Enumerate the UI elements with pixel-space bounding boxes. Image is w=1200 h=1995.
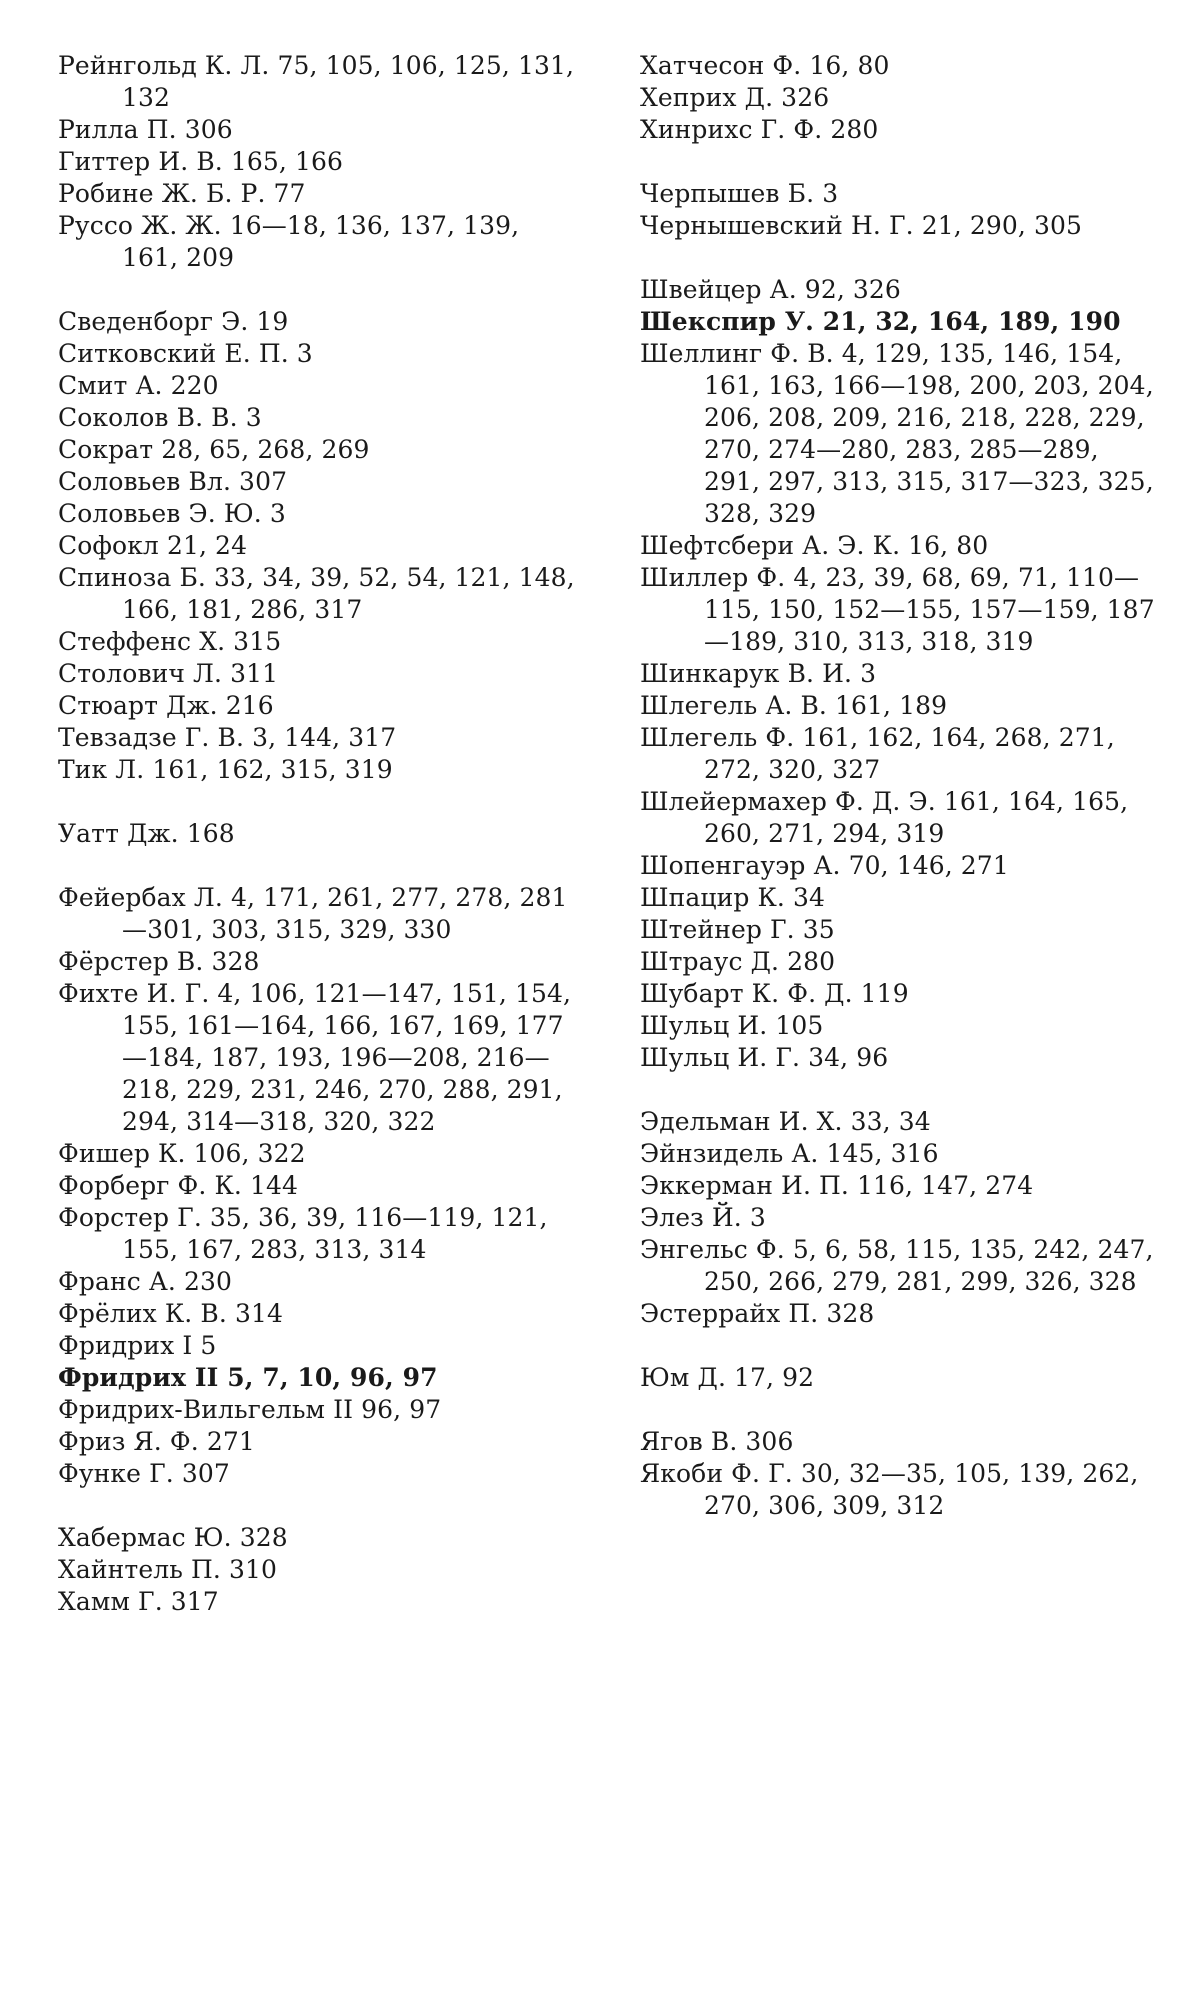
group-gap (58, 786, 578, 818)
index-entry: Штраус Д. 280 (640, 947, 836, 976)
index-entry: Фридрих I 5 (58, 1331, 217, 1360)
index-entry: Стеффенс Х. 315 (58, 627, 282, 656)
index-entry: Юм Д. 17, 92 (640, 1363, 815, 1392)
index-entry: Шпацир К. 34 (640, 883, 826, 912)
index-entry: Штейнер Г. 35 (640, 915, 835, 944)
index-entry: Соловьев Э. Ю. 3 (58, 499, 286, 528)
index-entry: Швейцер А. 92, 326 (640, 275, 901, 304)
index-entry: Шульц И. Г. 34, 96 (640, 1043, 889, 1072)
group-gap (58, 274, 578, 306)
index-column-right (640, 50, 1160, 1522)
index-entry: Шекспир У. 21, 32, 164, 189, 190 (640, 307, 1121, 336)
index-entry: Фишер К. 106, 322 (58, 1139, 306, 1168)
group-gap (640, 1394, 1160, 1426)
index-entry: Франс А. 230 (58, 1267, 233, 1296)
group-gap (640, 1330, 1160, 1362)
index-entry: Шлегель А. В. 161, 189 (640, 691, 948, 720)
index-entry: Эдельман И. Х. 33, 34 (640, 1107, 931, 1136)
index-entry: Шинкарук В. И. 3 (640, 659, 877, 688)
index-entry: Фихте И. Г. 4, 106, 121—147, 151, 154, 155, 161—164, 166, 167, 169, 177—184, 187, 193, 196—208, 216—218, 229, 231, 246, 270, 288, 291, 294, 314—318, 320, 322 (58, 979, 572, 1136)
index-entry: Тик Л. 161, 162, 315, 319 (58, 755, 393, 784)
index-entry: Шлегель Ф. 161, 162, 164, 268, 271, 272, 320, 327 (640, 723, 1115, 784)
index-entry: Стюарт Дж. 216 (58, 691, 274, 720)
index-entry: Ягов В. 306 (640, 1427, 794, 1456)
index-entry: Черпышев Б. 3 (640, 179, 839, 208)
index-entry: Ситковский Е. П. 3 (58, 339, 313, 368)
index-entry: Хайнтель П. 310 (58, 1555, 278, 1584)
index-entry: Спиноза Б. 33, 34, 39, 52, 54, 121, 148, 166, 181, 286, 317 (58, 563, 575, 624)
index-entry: Чернышевский Н. Г. 21, 290, 305 (640, 211, 1082, 240)
index-entry: Эккерман И. П. 116, 147, 274 (640, 1171, 1034, 1200)
index-entry: Фридрих-Вильгельм II 96, 97 (58, 1395, 442, 1424)
index-entry: Сократ 28, 65, 268, 269 (58, 435, 370, 464)
index-entry: Фрёлих К. В. 314 (58, 1299, 283, 1328)
index-entry: Хинрихс Г. Ф. 280 (640, 115, 879, 144)
group-gap (640, 242, 1160, 274)
index-entry: Рейнгольд К. Л. 75, 105, 106, 125, 131, 132 (58, 51, 575, 112)
index-entry: Энгельс Ф. 5, 6, 58, 115, 135, 242, 247, 250, 266, 279, 281, 299, 326, 328 (640, 1235, 1154, 1296)
group-gap (58, 850, 578, 882)
index-entry: Якоби Ф. Г. 30, 32—35, 105, 139, 262, 270, 306, 309, 312 (640, 1459, 1139, 1520)
index-entry: Эстеррайх П. 328 (640, 1299, 875, 1328)
index-entry: Шлейермахер Ф. Д. Э. 161, 164, 165, 260, 271, 294, 319 (640, 787, 1129, 848)
index-entry: Робине Ж. Б. Р. 77 (58, 179, 306, 208)
index-entry: Фридрих II 5, 7, 10, 96, 97 (58, 1363, 438, 1392)
index-entry: Гиттер И. В. 165, 166 (58, 147, 344, 176)
index-entry: Элез Й. 3 (640, 1203, 766, 1232)
index-entry: Шефтсбери А. Э. К. 16, 80 (640, 531, 989, 560)
index-entry: Шопенгауэр А. 70, 146, 271 (640, 851, 1009, 880)
group-gap (640, 146, 1160, 178)
index-entry: Уатт Дж. 168 (58, 819, 235, 848)
index-entry: Тевзадзе Г. В. 3, 144, 317 (58, 723, 397, 752)
index-entry: Шульц И. 105 (640, 1011, 824, 1040)
index-entry: Сведенборг Э. 19 (58, 307, 289, 336)
index-entry: Фёрстер В. 328 (58, 947, 260, 976)
index-entry: Смит А. 220 (58, 371, 219, 400)
group-gap (640, 1074, 1160, 1106)
index-entry: Эйнзидель А. 145, 316 (640, 1139, 939, 1168)
index-entry: Шубарт К. Ф. Д. 119 (640, 979, 909, 1008)
index-entry: Рилла П. 306 (58, 115, 233, 144)
index-entry: Руссо Ж. Ж. 16—18, 136, 137, 139, 161, 209 (58, 211, 520, 272)
index-entry: Фриз Я. Ф. 271 (58, 1427, 255, 1456)
index-entry: Хамм Г. 317 (58, 1587, 219, 1616)
index-entry: Шеллинг Ф. В. 4, 129, 135, 146, 154, 161, 163, 166—198, 200, 203, 204, 206, 208, 209, 216, 218, 228, 229, 270, 274—280, 283, 285—289, 291, 297, 313, 315, 317—323, 325, 328, 329 (640, 339, 1154, 528)
index-entry: Столович Л. 311 (58, 659, 279, 688)
index-entry: Фейербах Л. 4, 171, 261, 277, 278, 281—301, 303, 315, 329, 330 (58, 883, 568, 944)
index-entry: Функе Г. 307 (58, 1459, 230, 1488)
index-entry: Хеприх Д. 326 (640, 83, 830, 112)
index-entry: Соколов В. В. 3 (58, 403, 262, 432)
index-entry: Форстер Г. 35, 36, 39, 116—119, 121, 155, 167, 283, 313, 314 (58, 1203, 548, 1264)
index-entry: Хатчесон Ф. 16, 80 (640, 51, 890, 80)
group-gap (58, 1490, 578, 1522)
index-entry: Софокл 21, 24 (58, 531, 248, 560)
index-entry: Форберг Ф. К. 144 (58, 1171, 299, 1200)
index-column-left (58, 50, 578, 1618)
index-entry: Хабермас Ю. 328 (58, 1523, 288, 1552)
index-entry: Соловьев Вл. 307 (58, 467, 288, 496)
index-entry: Шиллер Ф. 4, 23, 39, 68, 69, 71, 110—115, 150, 152—155, 157—159, 187—189, 310, 313, 318, 319 (640, 563, 1155, 656)
